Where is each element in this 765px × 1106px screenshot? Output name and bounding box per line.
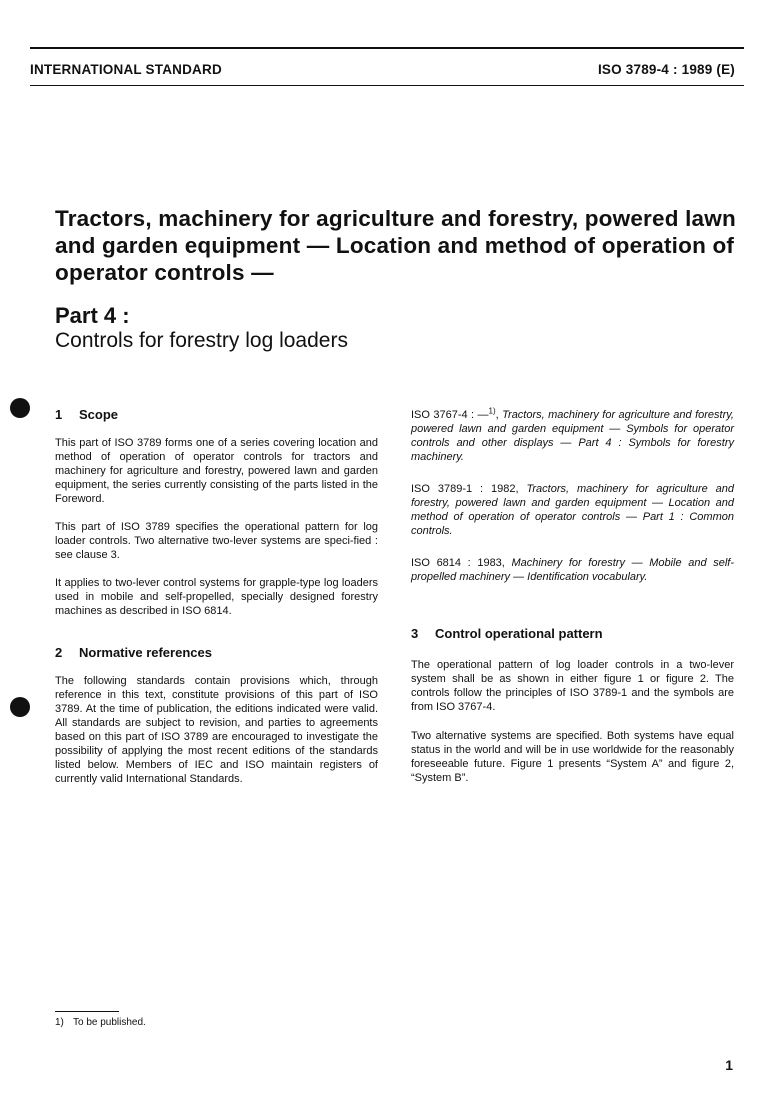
reference-title: Tractors, machinery for agriculture and forestry, powered lawn and garden equipment — Location and method of operation of operator controls — Part 1 : Common controls.	[411, 483, 735, 537]
scope-paragraph-3	[55, 576, 378, 618]
margin-bullet-icon	[10, 398, 30, 418]
reference-title: Tractors, machinery for agriculture and forestry, powered lawn and garden equipment — Symbols for operator controls and other displays — Part 4 : Symbols for forestry machinery.	[411, 409, 734, 463]
reference-title: Machinery for forestry — Mobile and self-propelled machinery — Identification vocabulary.	[411, 557, 734, 583]
reference-id: ISO 6814 : 1983,	[411, 557, 505, 569]
reference-id: ISO 3767-4 : —	[411, 409, 489, 421]
reference-id: ISO 3789-1 : 1982,	[411, 483, 519, 495]
reference-iso-6814	[411, 556, 734, 584]
reference-iso-3767-4: ISO 3767-4 : —$^{1)}$, Tractors, machinery for agriculture and forestry, powered lawn and garden equipment — Symbols for operator controls and other displays — Part 4 : Symbols for forestry machinery.	[411, 406, 734, 463]
section-heading-control	[411, 626, 603, 641]
section-heading-normative	[55, 645, 212, 660]
paragraph-text: This part of ISO 3789 specifies the operational pattern for log loader controls. Two alternative two-lever systems are speci-fied : see clause 3.	[55, 521, 378, 561]
document-title: Tractors, machinery for agriculture and forestry, powered lawn and garden equipment — Location and method of operation of operator controls —	[55, 206, 736, 285]
page-number: 1	[725, 1057, 733, 1073]
section-title: Normative references	[79, 645, 212, 660]
header-top-rule	[30, 47, 744, 49]
section-heading-scope	[55, 407, 118, 422]
footnote-rule	[55, 1011, 119, 1012]
scope-paragraph-1	[55, 436, 378, 506]
section-title: Scope	[79, 407, 119, 422]
paragraph-text: It applies to two-lever control systems for grapple-type log loaders used in mobile and self-propelled, specially designed forestry machines as described in ISO 6814.	[55, 577, 378, 617]
reference-iso-3789-1	[411, 482, 734, 538]
section-number: 1	[55, 407, 63, 422]
standard-number: ISO 3789-4 : 1989 (E)	[597, 62, 735, 77]
section-number: 2	[55, 645, 63, 660]
footnote-text: To be published.	[73, 1017, 146, 1028]
paragraph-text: Two alternative systems are specified. Both systems have equal status in the world and will be in use worldwide for the reasonably foreseeable future. Figure 1 presents “System A” and figure 2, “System B”.	[411, 730, 734, 784]
part-title: Controls for forestry log loaders	[55, 329, 348, 352]
document-type-label: INTERNATIONAL STANDARD	[30, 62, 222, 77]
control-paragraph-2	[411, 729, 734, 785]
footnote-number: 1)	[55, 1017, 64, 1028]
normative-paragraph	[55, 674, 378, 786]
part-label: Part 4 :	[55, 303, 130, 328]
header-bottom-rule	[30, 85, 744, 86]
footnote	[55, 1017, 146, 1028]
control-paragraph-1	[411, 658, 734, 714]
margin-bullet-icon	[10, 697, 30, 717]
scope-paragraph-2	[55, 520, 378, 562]
section-number: 3	[411, 626, 419, 641]
paragraph-text: The following standards contain provisions which, through reference in this text, constitute provisions of this part of ISO 3789. At the time of publication, the editions indicated were valid. All standards are subject to revision, and parties to agreements based on this part of ISO 3789 are encouraged to investigate the possibility of applying the most recent editions of the standards listed below. Members of IEC and ISO maintain registers of currently valid International Standards.	[55, 675, 378, 785]
paragraph-text: The operational pattern of log loader controls in a two-lever system shall be as shown in either figure 1 or figure 2. The controls follow the principles of ISO 3789-1 and the symbols are from ISO 3767-4.	[411, 659, 734, 713]
section-title: Control operational pattern	[435, 626, 603, 641]
footnote-marker: 1)	[488, 406, 496, 416]
paragraph-text: This part of ISO 3789 forms one of a series covering location and method of operation of operator controls for tractors and machinery for agriculture and forestry, powered lawn and garden equipment, the series currently consisting of the parts listed in the Foreword.	[55, 437, 378, 505]
